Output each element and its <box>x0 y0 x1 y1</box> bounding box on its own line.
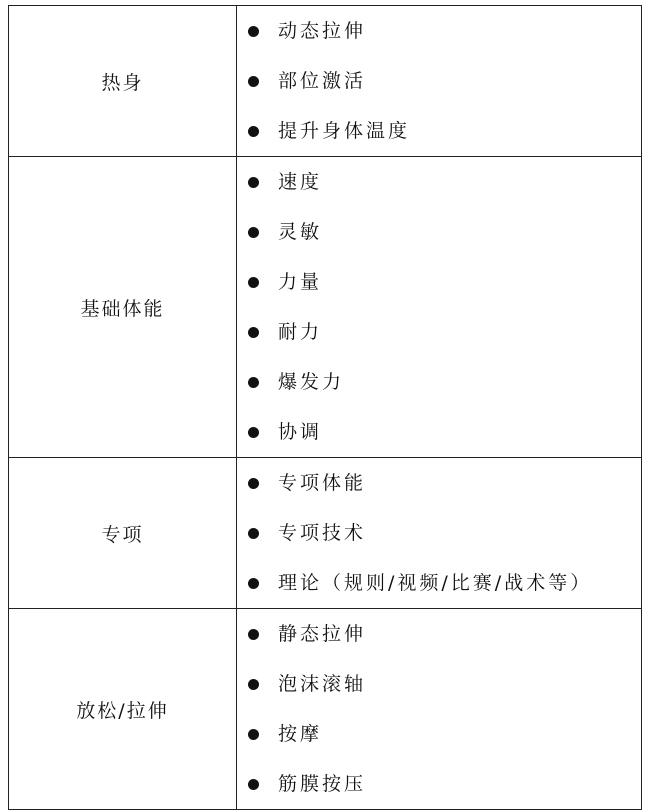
bullet-icon <box>248 779 259 790</box>
bullet-icon <box>248 578 259 589</box>
item-text: 提升身体温度 <box>278 120 411 142</box>
bullet-icon <box>248 729 259 740</box>
list-item <box>237 709 641 759</box>
bullet-icon <box>248 327 259 338</box>
list-item <box>237 357 641 407</box>
list-item <box>237 106 641 156</box>
item-text: 部位激活 <box>278 70 367 92</box>
list-item <box>237 257 641 307</box>
bullet-icon <box>248 76 259 87</box>
bullet-icon <box>248 277 259 288</box>
bullet-icon <box>248 126 259 137</box>
list-item <box>237 659 641 709</box>
items-cell <box>237 157 642 458</box>
item-text: 专项技术 <box>278 522 367 544</box>
item-text: 速度 <box>278 171 323 193</box>
item-text: 静态拉伸 <box>278 623 367 645</box>
section-row-basic-fitness <box>9 157 642 458</box>
list-item <box>237 307 641 357</box>
bullet-icon <box>248 528 259 539</box>
category-cell: 基础体能 <box>9 157 237 458</box>
item-text: 筋膜按压 <box>278 773 367 795</box>
items-cell <box>237 458 642 609</box>
list-item <box>237 56 641 106</box>
items-cell <box>237 6 642 157</box>
training-plan-table <box>8 5 642 810</box>
list-item <box>237 558 641 608</box>
bullet-icon <box>248 427 259 438</box>
item-list <box>237 458 641 608</box>
item-text: 力量 <box>278 271 323 293</box>
item-text: 协调 <box>278 421 323 443</box>
bullet-icon <box>248 227 259 238</box>
item-text: 动态拉伸 <box>278 20 367 42</box>
list-item <box>237 458 641 508</box>
item-text: 爆发力 <box>278 371 345 393</box>
list-item <box>237 759 641 809</box>
item-list <box>237 609 641 809</box>
section-row-cooldown <box>9 609 642 810</box>
bullet-icon <box>248 26 259 37</box>
bullet-icon <box>248 478 259 489</box>
category-cell: 热身 <box>9 6 237 157</box>
list-item <box>237 6 641 56</box>
section-row-warmup <box>9 6 642 157</box>
bullet-icon <box>248 377 259 388</box>
item-text: 专项体能 <box>278 472 367 494</box>
bullet-icon <box>248 679 259 690</box>
bullet-icon <box>248 177 259 188</box>
item-text: 灵敏 <box>278 221 323 243</box>
item-text: 耐力 <box>278 321 323 343</box>
list-item <box>237 407 641 457</box>
item-text: 泡沫滚轴 <box>278 673 367 695</box>
items-cell <box>237 609 642 810</box>
item-list <box>237 157 641 457</box>
list-item <box>237 207 641 257</box>
category-cell: 放松/拉伸 <box>9 609 237 810</box>
item-text: 按摩 <box>278 723 323 745</box>
item-text: 理论（规则/视频/比赛/战术等） <box>278 572 593 594</box>
list-item <box>237 508 641 558</box>
category-cell: 专项 <box>9 458 237 609</box>
list-item <box>237 609 641 659</box>
section-row-specialized <box>9 458 642 609</box>
item-list <box>237 6 641 156</box>
list-item <box>237 157 641 207</box>
bullet-icon <box>248 629 259 640</box>
